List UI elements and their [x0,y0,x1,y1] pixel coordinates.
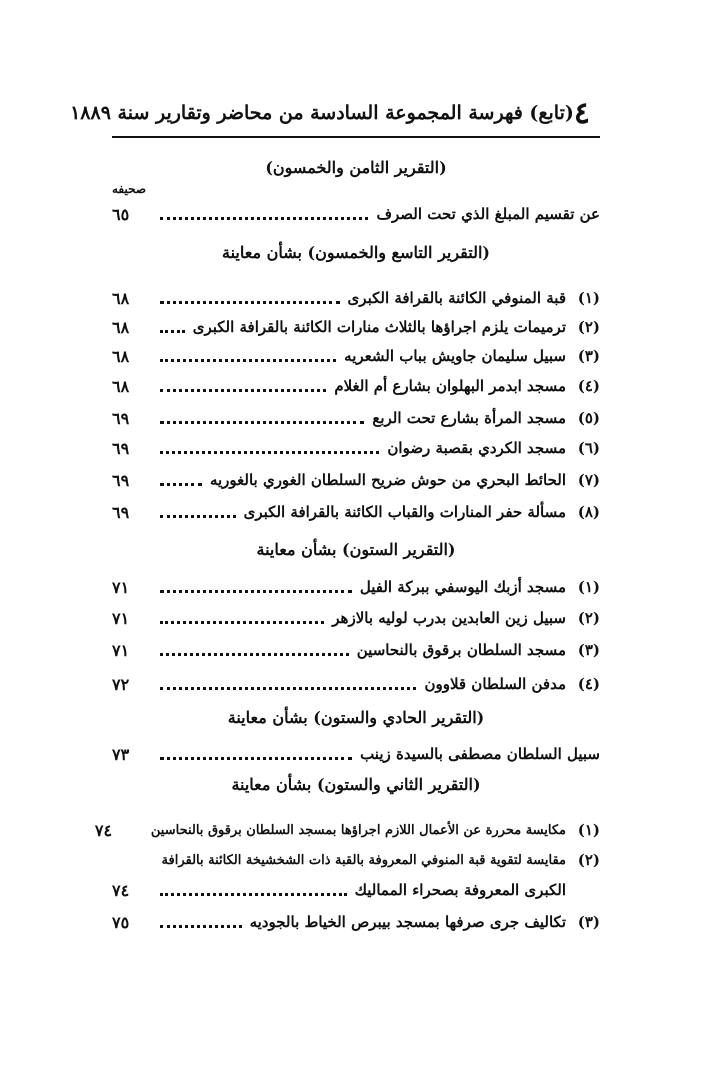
entry-page: ٦٨ [112,317,130,337]
entry-number: (٣) [577,641,600,659]
entry-number: (٤) [577,377,600,395]
entry-number: (١) [577,821,600,839]
toc-entry [112,604,600,632]
section-heading: (التقرير التاسع والخمسون) بشأن معاينة [221,243,490,262]
entry-number: (٣) [577,347,600,365]
entry-page: ٧٤ [94,820,113,840]
toc-entry [112,466,600,494]
entry-number: (٥) [577,409,600,427]
entry-page: ٧١ [112,608,130,628]
entry-page: ٦٩ [112,438,130,458]
entry-page: ٧١ [112,640,130,660]
entry-page: ٦٩ [112,502,130,522]
entry-title-continuation: الكبرى المعروفة بصحراء المماليك [354,881,566,899]
toc-entry [112,284,600,312]
toc-entry [112,908,600,936]
entry-page: ٧٢ [112,674,130,694]
entry-page: ٦٨ [112,288,130,308]
leader-dots [160,421,364,424]
toc-entry [112,573,600,601]
entry-title: سبيل السلطان مصطفى بالسيدة زينب [360,745,600,763]
entry-title: عن تقسيم المبلغ الذي تحت الصرف [376,205,600,223]
entry-title: مقايسة لتقوية قبة المنوفي المعروفة بالقبة ذات الشخشيخة الكائنة بالقرافة [161,852,566,868]
entry-page: ٦٨ [112,376,130,396]
leader-dots [160,483,202,486]
leader-dots [160,893,347,896]
toc-entry [112,434,600,462]
toc-entry [112,740,600,768]
entry-title: تكاليف جرى صرفها بمسجد بيبرص الخياط بالجوديه [249,913,566,931]
leader-dots [160,389,326,392]
toc-entry [112,846,600,874]
toc-entry [94,816,600,844]
entry-page: ٦٩ [112,408,130,428]
entry-number: (٨) [577,503,600,521]
toc-entry [112,670,600,698]
entry-title: مسجد المرأة بشارع تحت الربع [372,409,566,427]
entry-title: مدفن السلطان قلاوون [424,675,566,693]
leader-dots [160,621,324,624]
leader-dots [160,330,185,333]
page-header [70,95,590,131]
entry-page: ٧٣ [112,744,130,764]
entry-title: سبيل زين العابدين بدرب لوليه بالازهر [332,609,566,627]
leader-dots [160,925,242,928]
entry-title: مسجد أزبك اليوسفي ببركة الفيل [359,578,566,596]
toc-entry [112,636,600,664]
entry-number: (١) [577,578,600,596]
entry-page: ٧١ [112,577,130,597]
section-heading: (التقرير الستون) بشأن معاينة [256,540,456,559]
header-title: (تابع) فهرسة المجموعة السادسة من محاضر وتقارير سنة ١٨٨٩ [70,102,574,124]
leader-dots [160,757,352,760]
entry-page: ٧٥ [112,912,130,932]
entry-number: (٧) [577,471,600,489]
entry-number: (٤) [577,675,600,693]
page-number: ٤ [573,95,590,131]
leader-dots [160,451,379,454]
entry-title: مسألة حفر المنارات والقباب الكائنة بالقرافة الكبرى [243,503,566,521]
toc-entry [112,498,600,526]
leader-dots [160,359,336,362]
entry-number: (٢) [577,609,600,627]
header-rule [112,136,600,138]
entry-page: ٦٨ [112,346,130,366]
page-column-label: صحيفه [112,182,147,196]
entry-title: مسجد الكردي بقصبة رضوان [387,439,566,457]
entry-number: (٣) [577,913,600,931]
section-heading: (التقرير الثاني والستون) بشأن معاينة [231,775,481,794]
entry-title: مسجد ابدمر البهلوان بشارع أم الغلام [334,377,566,395]
leader-dots [160,590,352,593]
entry-title: مكايسة محررة عن الأعمال اللازم اجراؤها بمسجد السلطان برقوق بالنحاسين [150,822,566,838]
toc-entry [112,372,600,400]
entry-page: ٦٥ [112,204,130,224]
leader-dots [160,515,236,518]
toc-entry [112,342,600,370]
entry-number: (٢) [577,318,600,336]
entry-title: سبيل سليمان جاويش بباب الشعريه [344,347,566,365]
entry-title: ترميمات يلزم اجراؤها بالثلاث منارات الكائنة بالقرافة الكبرى [192,318,566,336]
entry-title: الحائط البحري من حوش ضريح السلطان الغوري بالغوريه [209,471,566,489]
entry-title: قبة المنوفي الكائنة بالقرافة الكبرى [347,289,566,307]
entry-number: (٦) [577,439,600,457]
entry-number: (١) [577,289,600,307]
entry-page: ٧٤ [112,880,130,900]
leader-dots [160,217,368,220]
toc-entry [112,404,600,432]
leader-dots [160,653,349,656]
entry-title: مسجد السلطان برقوق بالنحاسين [356,641,566,659]
section-heading: (التقرير الحادي والستون) بشأن معاينة [227,708,485,727]
toc-entry [112,200,600,228]
toc-entry [112,313,600,341]
leader-dots [160,301,340,304]
entry-page: ٦٩ [112,470,130,490]
section-heading: (التقرير الثامن والخمسون) [265,158,447,177]
entry-number: (٢) [577,851,600,869]
leader-dots [160,687,416,690]
toc-entry-continuation [112,876,600,904]
